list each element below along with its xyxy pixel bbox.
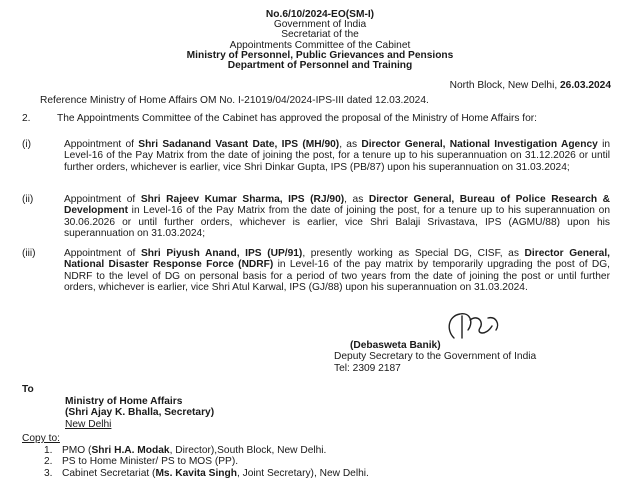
header-line-committee: Appointments Committee of the Cabinet [229,39,411,51]
header-line-government: Government of India [273,19,367,31]
addressee-ministry: Ministry of Home Affairs [65,396,183,407]
item-number: (iii) [22,248,36,259]
item-text-rest: in Level-16 of the Pay Matrix from the date of joining the post, for a tenure up to his superannuation on 31.12.2026 or until further orders, whichever is earlier, vice Shri Dinkar Gupta, IPS (PB/87) upon his superannuation on 31.03.2024; [64,139,610,173]
signer-name: (Debasweta Banik) [350,340,441,351]
header-line-ministry: Ministry of Personnel, Public Grievances and Pensions [186,49,454,61]
copy-text [62,468,369,479]
item-text-rest: in Level-16 of the pay matrix by temporarily upgrading the post of DG, NDRF to the level of DG on personal basis for a period of two years from the date of joining the post or until further orders, whichever is earlier, vice Shri Atul Karwal, IPS (GJ/88) upon his superannuation on 31.03.2024. [64,259,610,294]
copy-number: 1. [44,445,53,456]
copy-text-post: , Director),South Block, New Delhi. [169,445,327,456]
item-text-mid: , as [339,139,362,150]
signer-telephone: Tel: 2309 2187 [334,362,401,374]
officer-name: Shri Rajeev Kumar Sharma, IPS (RJ/90) [140,194,345,205]
copy-to-label: Copy to: [22,433,60,444]
item-text-pre: Appointment of [64,248,141,259]
item-text-mid: , presently working as Special DG, CISF, as [302,248,525,259]
copy-recipient: Shri H.A. Modak [91,445,170,456]
addressee-person: (Shri Ajay K. Bhalla, Secretary) [65,407,215,419]
copy-to-list [22,445,612,479]
addressee-block [65,396,214,430]
item-text-rest: in Level-16 of the Pay Matrix from the date of joining the post, for a tenure up to his superannuation on 30.06.2026 or until further orders, whichever is earlier, vice Shri Balaji Srivastava, IPS (AGMU/88) upon his superannuation on 31.03.2024; [64,205,610,240]
post-name: Director General, Bureau of Police Research & Development [64,194,610,217]
to-label: To [22,384,34,395]
copy-text [62,445,326,456]
order-number: No.6/10/2024-EO(SM-I) [265,9,375,20]
post-name: Director General, National Disaster Response Force (NDRF) [64,248,611,271]
copy-to-item [22,445,612,456]
addressee-city: New Delhi [65,418,112,430]
handwritten-signature [440,308,510,342]
copy-text-post: , Joint Secretary), New Delhi. [236,467,369,479]
post-name: Director General, National Investigation Agency [361,139,598,150]
copy-to-item [22,468,612,479]
dateline [450,80,611,91]
dateline-date: 26.03.2024 [560,80,611,91]
item-text-pre: Appointment of [64,194,141,205]
item-text-mid: , as [344,194,369,205]
copy-text-pre: PMO ( [62,445,92,456]
item-text [64,139,610,173]
copy-number: 3. [44,467,53,479]
item-text [64,194,610,240]
paragraph-text: The Appointments Committee of the Cabinet has approved the proposal of the Ministry of Home Affairs for: [57,113,538,124]
signer-designation: Deputy Secretary to the Government of India [334,351,537,363]
copy-number: 2. [44,456,53,468]
paragraph-2 [22,113,610,124]
header-line-department: Department of Personnel and Training [227,60,413,72]
header-line-secretariat: Secretariat of the [281,29,359,41]
letterhead [0,10,640,71]
copy-to-item [22,456,612,467]
paragraph-number: 2. [22,113,31,124]
signature-block [334,340,624,374]
officer-name: Shri Sadanand Vasant Date, IPS (MH/90) [138,139,340,150]
appointment-item [22,248,610,294]
item-number: (i) [22,139,32,150]
item-number: (ii) [22,194,34,205]
appointment-item [22,194,610,240]
copy-text-pre: Cabinet Secretariat ( [62,467,156,479]
appointment-item [22,139,610,173]
item-text [64,248,610,294]
copy-recipient: Ms. Kavita Singh [155,467,237,479]
item-text-pre: Appointment of [64,139,139,150]
copy-text-pre: PS to Home Minister/ PS to MOS (PP). [62,456,239,468]
copy-text [62,456,238,467]
dateline-place: North Block, New Delhi, [449,80,560,91]
officer-name: Shri Piyush Anand, IPS (UP/91) [140,248,303,259]
reference-line: Reference Ministry of Home Affairs OM No. I-21019/04/2024-IPS-III dated 12.03.2024. [40,95,429,106]
